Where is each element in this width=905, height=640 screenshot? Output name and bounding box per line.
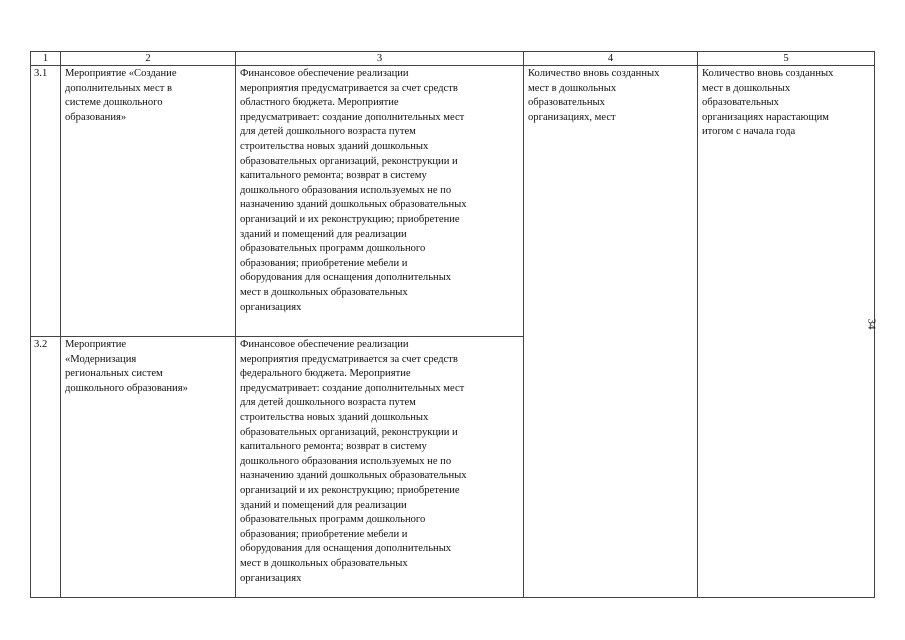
calculation-text: Количество вновь созданных мест в дошкольных образовательных организациях нарастающим итогом с начала года [702, 68, 834, 138]
column-header-3: 3 [236, 52, 524, 66]
event-description-cell [236, 66, 524, 337]
table-header-row [31, 52, 875, 66]
column-header-4: 4 [524, 52, 698, 66]
calculation-cell [698, 66, 875, 598]
event-description: Финансовое обеспечение реализации мероприятия предусматривается за счет средств областного бюджета. Мероприятие предусматривает: создание дополнительных мест для детей дошкольного возраста путем строительства новых зданий дошкольных образовательных организаций, реконструкции и капитального ремонта; возврат в систему дошкольного образования используемых не по назначению зданий дошкольных образовательных организаций и их реконструкцию; приобретение зданий и помещений для реализации образовательных программ дошкольного образования; приобретение мебели и оборудования для оснащения дополнительных мест в дошкольных образовательных организациях [240, 68, 467, 313]
event-description-cell [236, 337, 524, 598]
page-number: 34 [865, 318, 878, 330]
event-name: Мероприятие «Создание дополнительных мест в системе дошкольного образования» [65, 68, 177, 123]
table-row [31, 66, 875, 337]
event-name-cell [61, 337, 236, 598]
column-header-2: 2 [61, 52, 236, 66]
event-name-cell [61, 66, 236, 337]
event-description: Финансовое обеспечение реализации мероприятия предусматривается за счет средств федерального бюджета. Мероприятие предусматривает: создание дополнительных мест для детей дошкольного возраста путем строительства новых зданий дошкольных образовательных организаций, реконструкции и капитального ремонта; возврат в систему дошкольного образования используемых не по назначению зданий дошкольных образовательных организаций и их реконструкцию; приобретение зданий и помещений для реализации образовательных программ дошкольного образования; приобретение мебели и оборудования для оснащения дополнительных мест в дошкольных образовательных организациях [240, 339, 467, 584]
row-number: 3.1 [31, 66, 61, 337]
column-header-1: 1 [31, 52, 61, 66]
column-header-5: 5 [698, 52, 875, 66]
indicator-cell [524, 66, 698, 598]
row-number: 3.2 [31, 337, 61, 598]
event-name: Мероприятие «Модернизация региональных систем дошкольного образования» [65, 339, 188, 394]
program-events-table [30, 51, 875, 598]
indicator-text: Количество вновь созданных мест в дошкольных образовательных организациях, мест [528, 68, 660, 123]
